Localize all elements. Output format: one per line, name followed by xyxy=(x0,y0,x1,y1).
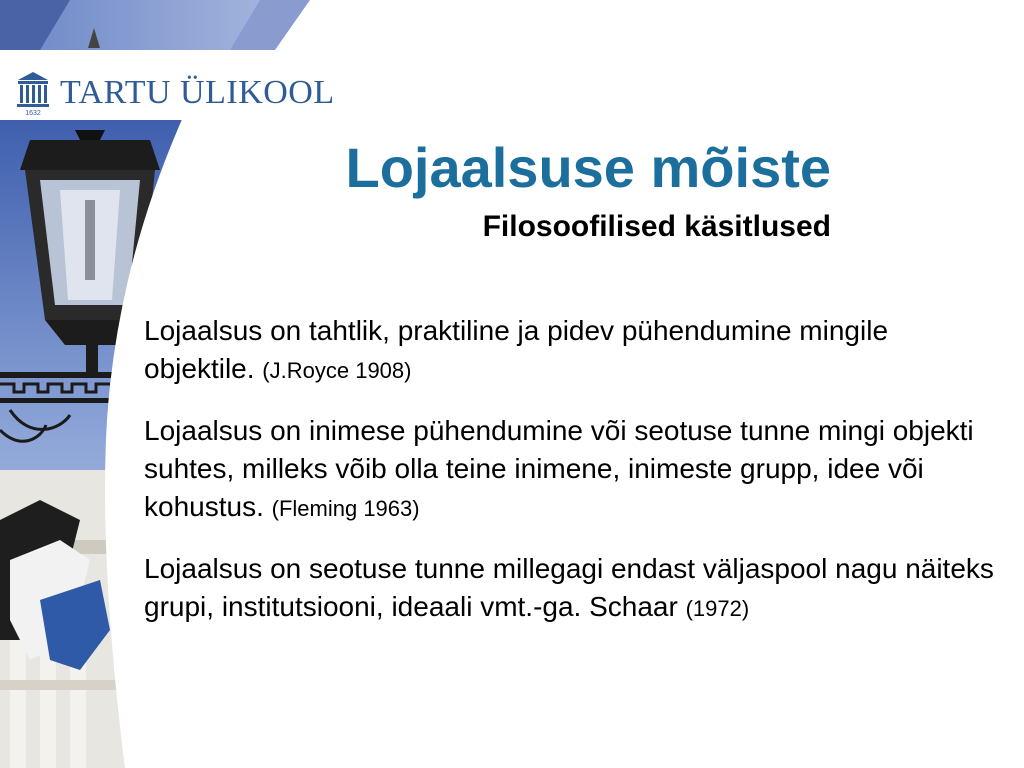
logo-text: TARTU ÜLIKOOL xyxy=(60,74,335,111)
slide-title: Lojaalsuse mõiste xyxy=(345,136,831,199)
paragraph-text: Lojaalsus on inimese pühendumine või seotuse tunne mingi objekti suhtes, milleks võib olla teine inimene, inimeste grupp, idee või kohustus. xyxy=(144,415,974,522)
paragraph xyxy=(144,412,1004,528)
university-building-icon xyxy=(16,70,50,116)
paragraph xyxy=(144,312,1004,390)
paragraph-text: Lojaalsus on tahtlik, praktiline ja pidev pühendumine mingile objektile. xyxy=(144,315,889,384)
paragraph xyxy=(144,550,1004,628)
university-logo xyxy=(16,70,335,120)
citation: (Fleming 1963) xyxy=(271,496,420,521)
logo-year: 1632 xyxy=(25,110,41,116)
paragraph-text: Lojaalsus on seotuse tunne millegagi endast väljaspool nagu näiteks grupi, institutsiooni, ideaali vmt.-ga. Schaar xyxy=(144,553,994,622)
slide-body xyxy=(144,312,1004,650)
citation: (J.Royce 1908) xyxy=(262,358,412,383)
slide-subtitle: Filosoofilised käsitlused xyxy=(482,210,831,243)
citation: (1972) xyxy=(685,596,750,621)
